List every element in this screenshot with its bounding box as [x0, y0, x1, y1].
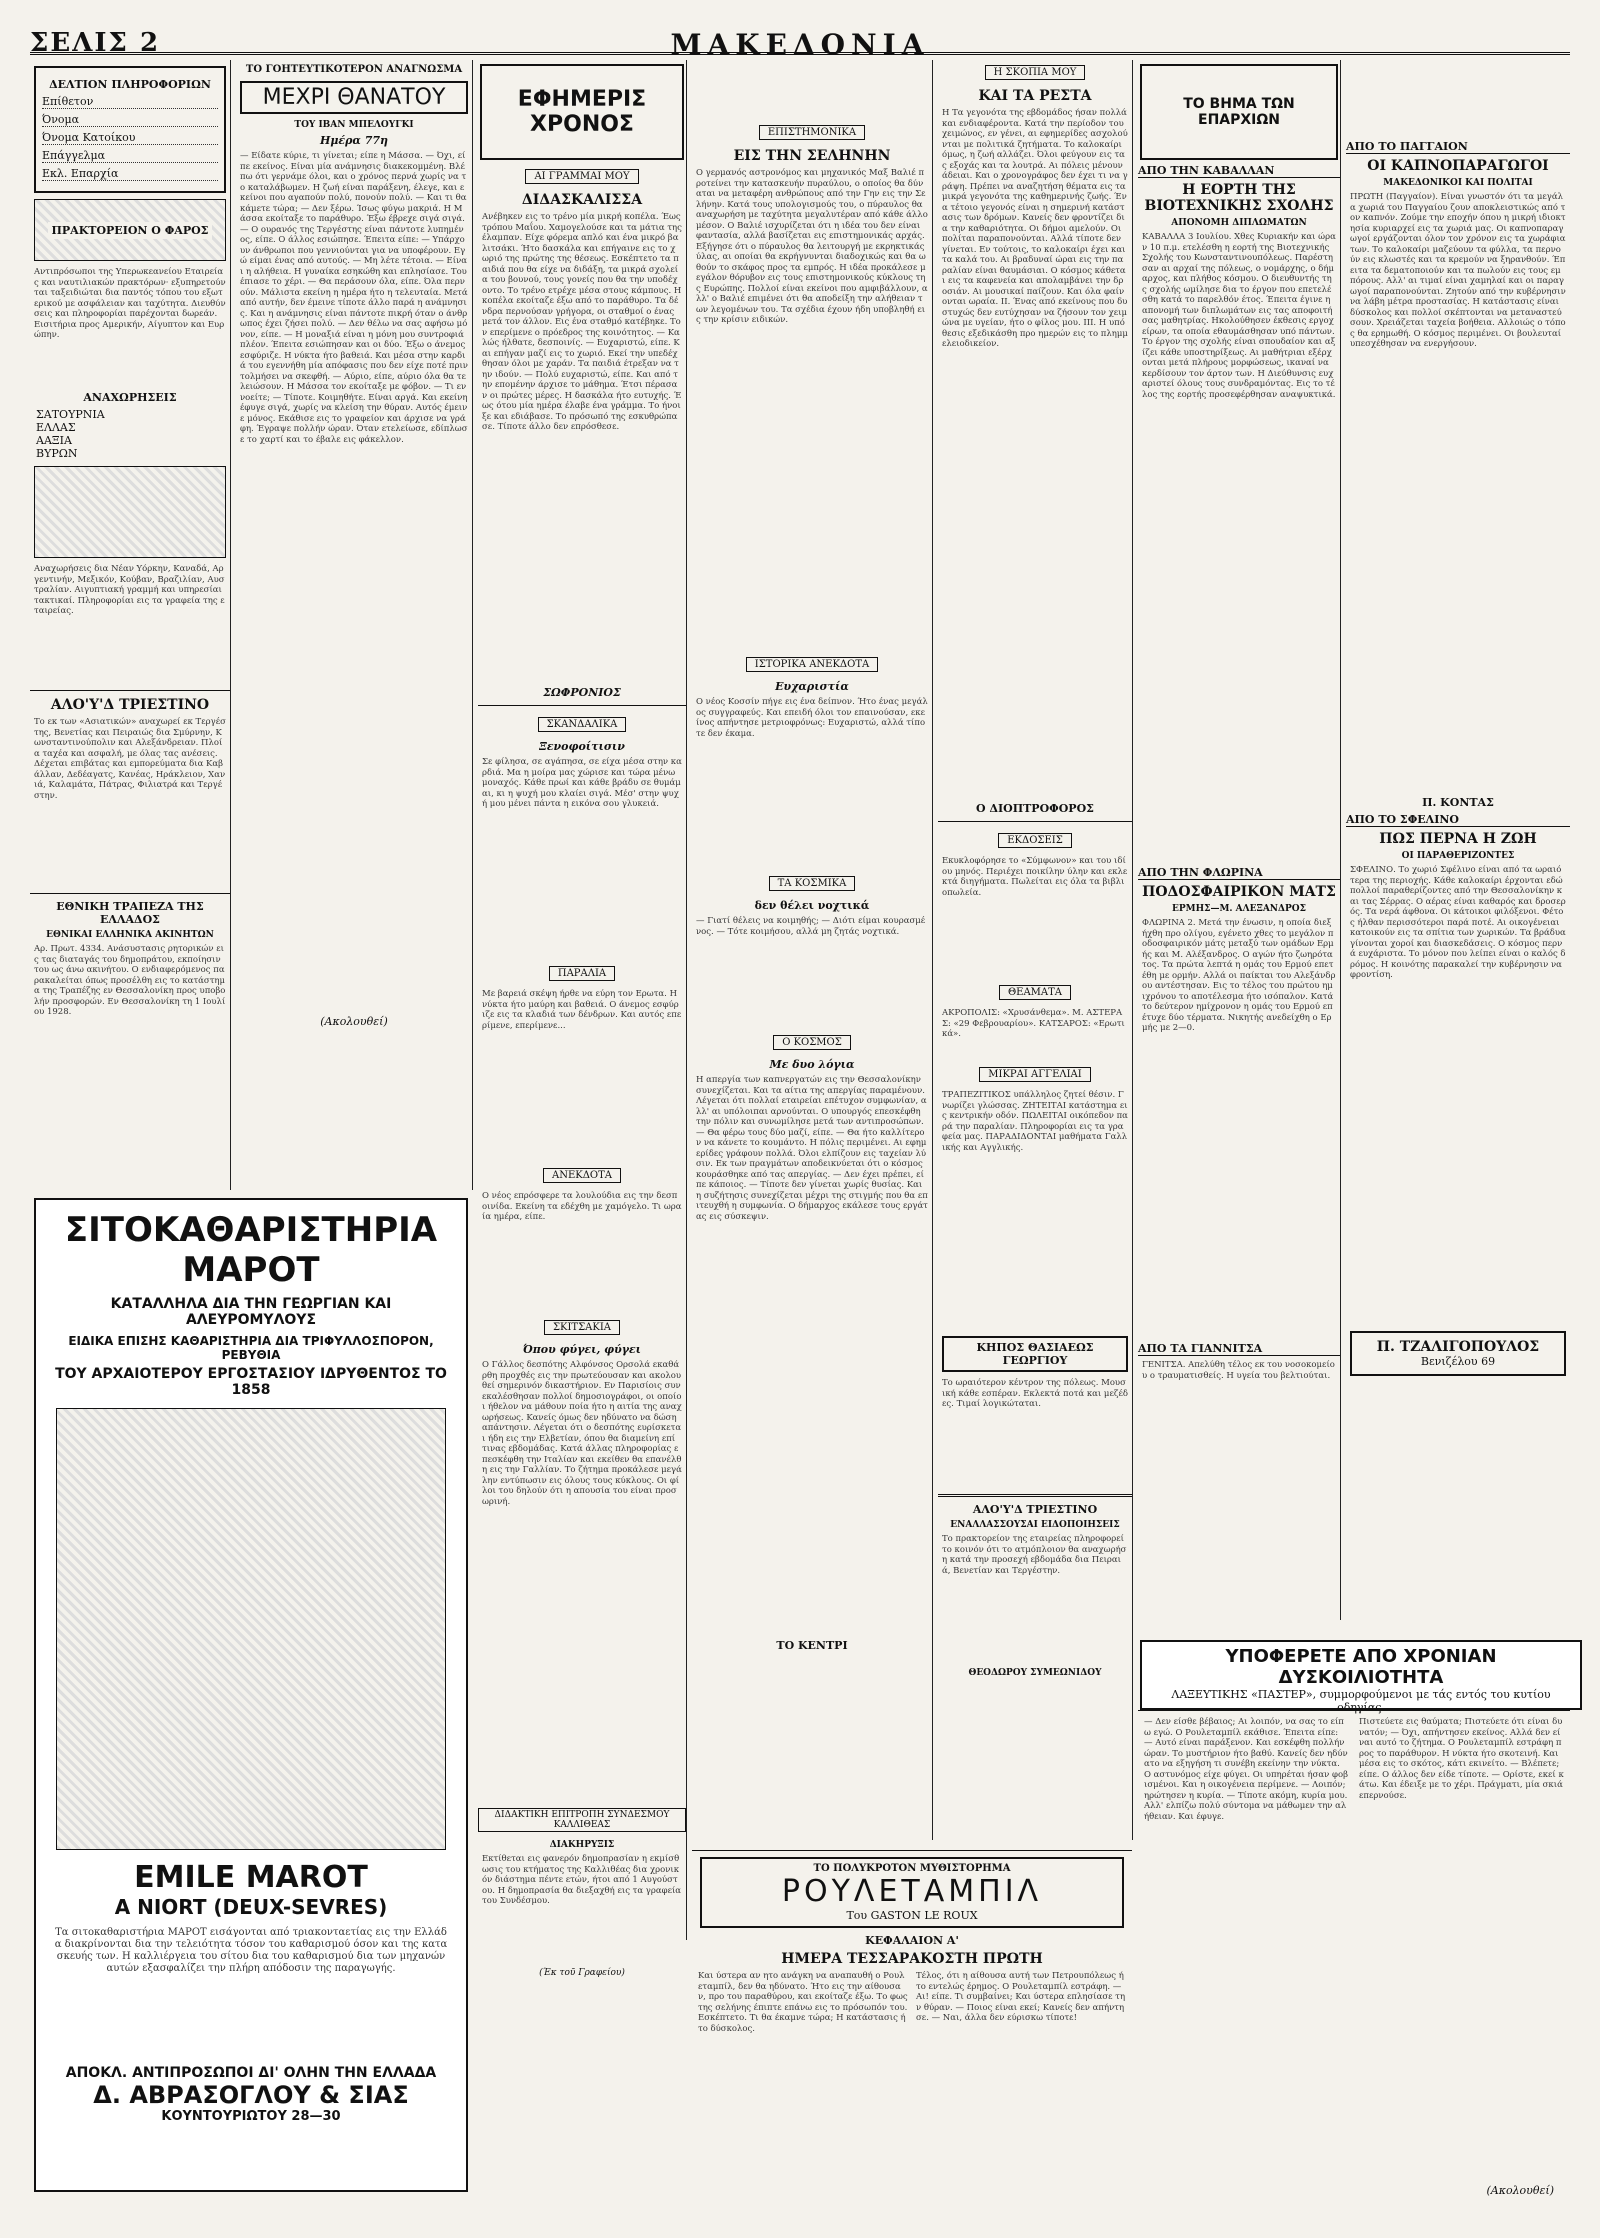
serial-continuation	[1138, 1710, 1570, 2211]
form-field[interactable]	[42, 131, 218, 145]
section-tag: ΘΕΑΜΑΤΑ	[999, 985, 1071, 1000]
continued-note: (Ακολουθεί)	[320, 1015, 388, 1028]
serial-text-right: Τέλος, ότι η αίθουσα αυτή των Πετρουπόλεως ήτο εντελώς έρημος. Ο Ρουλεταμπίλ εστράφη. — Αι! είπε. Τι συμβαίνει; Και ύστερα επλησίασε την θύραν. — Ποιος είναι εκεί; Κανείς δεν απήντησε. — Ναι, άλλα δεν εύρισκω τίποτε!	[916, 1971, 1126, 2023]
article-title-2: ΠΟΔΟΣΦΑΙΡΙΚΟΝ ΜΑΤΣ	[1142, 884, 1336, 900]
section-tag: Ο ΚΟΣΜΟΣ	[773, 1035, 851, 1050]
subtitle: Ξενοφοίτισιν	[539, 740, 625, 753]
column-3	[478, 60, 687, 1978]
announcement-text: Εκτίθεται εις φανερόν δημοπρασίαν η εκμίσθωσις του κτήματος της Καλλιθέας δια χρονικόν διάστημα πέντε ετών, ήτοι από 1 Αυγούστου. Η δημοπρασία θα διεξαχθή εις τα γραφεία του Συνδέσμου.	[482, 1854, 682, 1906]
agents-label: ΑΠΟΚΛ. ΑΝΤΙΠΡΟΣΩΠΟΙ ΔΙ' ΟΛΗΝ ΤΗΝ ΕΛΛΑΔΑ	[65, 2065, 437, 2081]
serial-title-box	[700, 1857, 1124, 1928]
section-tag: Η ΣΚΟΠΙΑ ΜΟΥ	[985, 65, 1086, 80]
section-tag: ΣΚΙΤΣΑΚΙΑ	[544, 1320, 620, 1335]
article-subtitle-2: ΕΡΜΗΣ—Μ. ΑΛΕΞΑΝΔΡΟΣ	[1171, 904, 1306, 914]
field-label: Επίθετον	[42, 95, 94, 108]
article-title: ΚΑΙ ΤΑ ΡΕΣΤΑ	[978, 88, 1092, 104]
chronos-banner	[480, 64, 684, 160]
ad-text: Τα σιτοκαθαριστήρια ΜΑΡΟΤ εισάγονται από τριακονταετίας εις την Ελλάδα διακρίνονται δια την τελειότητα τόσον του καθαρισμού όσον και της κατασκευής των. Η καλλιέργεια του σίτου δια του καθαρισμού δια των μηχανών αυτών εξασφαλίζει την πλήρη απόδοσιν της παραγωγής.	[54, 1927, 448, 1974]
section-tag: ΔΙΔΑΚΤΙΚΗ ΕΠΙΤΡΟΠΗ ΣΥΝΔΕΣΜΟΥ ΚΑΛΛΙΘΕΑΣ	[478, 1808, 686, 1832]
article-subtitle: ΜΑΚΕΔΟΝΙΚΟΙ ΚΑΙ ΠΟΛΙΤΑΙ	[1383, 178, 1533, 188]
pasteur-banner	[1140, 1640, 1582, 1714]
anecdote-text: Ο νέος Κοσσίν πήγε εις ένα δείπνον. Ήτο ένας μεγάλος συγγραφεύς. Και επειδή όλοι τον επαινούσαν, εκείνος απήντησε μετριοφρόνως: Ευχαριστώ, αλλά τίποτε δεν έκαμα.	[696, 697, 928, 739]
ad-line: ΕΙΔΙΚΑ ΕΠΙΣΗΣ ΚΑΘΑΡΙΣΤΗΡΙΑ ΔΙΑ ΤΡΙΦΥΛΛΟΣΠΟΡΟΝ, ΡΕΒΥΘΙΑ	[68, 1334, 434, 1362]
lloyd-ad-text: Το πρακτορείον της εταιρείας πληροφορεί το κοινόν ότι το ατμόπλοιον θα αναχωρήση κατά την προσεχή εβδομάδα δια Πειραιά, Βενετίαν και Τεργέστην.	[942, 1534, 1127, 1576]
column-7	[1346, 60, 1570, 1620]
banner-text: ΕΦΗΜΕΡΙΣ ΧΡΟΝΟΣ	[517, 87, 647, 137]
column-4	[692, 60, 933, 1840]
lloyd-ad-subtitle: ΕΝΑΛΛΑΣΣΟΥΣΑΙ ΕΙΔΟΠΟΙΗΣΕΙΣ	[950, 1520, 1120, 1530]
poem-text: Σε φίλησα, σε αγάπησα, σε είχα μέσα στην καρδιά. Μα η μοίρα μας χώρισε και τώρα μένω μοναχός. Κάθε πρωί και κάθε βράδυ σε θυμάμαι, κι η ψυχή μου κλαίει σιγά. Μέσ' στην ψυχή μου μένει πάντα η εικόνα σου γλυκειά.	[482, 757, 682, 809]
masthead	[30, 28, 1570, 61]
section-tag: ΑΝΕΚΔΟΤΑ	[543, 1168, 621, 1183]
article-text-3: ΓΕΝΙΤΣΑ. Απελύθη τέλος εκ του νοσοκομείου ο τραυματισθείς. Η υγεία του βελτιούται.	[1142, 1360, 1335, 1381]
serial-title: ΡΟΥΛΕΤΑΜΠΙΛ	[781, 1874, 1043, 1909]
novel-author: ΤΟΥ ΙΒΑΝ ΜΠΕΛΟΥΓΚΙ	[294, 120, 414, 130]
region-label: ΑΠΟ ΤΗΝ ΚΑΒΑΛΛΑΝ	[1138, 164, 1340, 178]
ad-line: ΤΟΥ ΑΡΧΑΙΟΤΕΡΟΥ ΕΡΓΟΣΤΑΣΙΟΥ ΙΔΡΥΘΕΝΤΟΣ ΤΟ 1858	[55, 1366, 447, 1398]
novel-text: — Είδατε κύριε, τι γίνεται; είπε η Μάσσα. — Όχι, είπε εκείνος. Είναι μία ανάμνησις διακεκομμένη. Βλέπω ότι γερνάμε όλοι, και ο χρόνος περνά χωρίς να το καταλάβωμεν. Η ζωή είναι παράξενη, έλεγε, και εκείνοι που αγαπούν πολύ, πονούν πολύ. — Και τι θα κάμετε τώρα; — Δεν ξέρω. Ίσως φύγω μακριά. Η Μάσσα εκοίταξε το παράθυρο. Έξω έβρεχε σιγά σιγά. — Ο ουρανός της Τεργέστης είναι πάντοτε λυπημένος, είπε. Ο άλλος εσιώπησε. Έπειτα είπε: — Υπάρχουν άνθρωποι που γεννιούνται για να υποφέρουν. Εγώ είμαι ένας από αυτούς. — Μη λέτε τέτοια. — Είναι η αλήθεια. Η γυναίκα εσηκώθη και επλησίασε. Του έπιασε το χέρι. — Θα περάσουν όλα, είπε. Όλα περνούν. Μάλιστα εκείνη η ημέρα ήτο η τελευταία. Μετά από αυτήν, δεν έμεινε τίποτε άλλο παρά η ανάμνησις. Και η ανάμνησις είναι πάντοτε πικρή όταν ο άνθρωπος έχει ζήσει πολύ. — Δεν θέλω να σας αφήσω μόνον, είπε. — Η μοναξιά είναι η μόνη μου συντροφιά πλέον. Έπειτα εσιώπησαν και οι δύο. Έξω ο άνεμος εσφύριζε. Η νύκτα ήτο βαθειά. Και μέσα στην καρδιά του εγεννήθη μία απόφασις που δεν είχε ποτέ πριν τολμήσει να σκεφθή. — Αύριο, είπε, αύριο όλα θα τελειώσουν. Η Μάσσα τον εκοίταξε με φόβον. — Τι εννοείτε; — Τίποτε. Κοιμηθήτε. Είναι αργά. Και εκείνη έφυγε σιγά, χωρίς να κλείση την θύραν. Αυτός έμεινε μόνος. Εκάθισε εις το γραφείον και άρχισε να γράφη. Έγραψε πολλήν ώραν. Όταν ετελείωσε, εδίπλωσε το χαρτί και το έβαλε εις φάκελλον.	[240, 151, 468, 445]
marot-advertisement	[34, 1198, 468, 2192]
section-tag: ΠΑΡΑΛΙΑ	[549, 966, 615, 981]
byline: ΣΩΦΡΟΝΙΟΣ	[543, 686, 621, 699]
banner-text: ΤΟ ΒΗΜΑ ΤΩΝ ΕΠΑΡΧΙΩΝ	[1183, 96, 1295, 128]
agents-address: ΚΟΥΝΤΟΥΡΙΩΤΟΥ 28—30	[161, 2109, 341, 2124]
form-field[interactable]	[42, 149, 218, 163]
article-text: Η Τα γεγονότα της εβδομάδος ήσαν πολλά και ενδιαφέροντα. Κατά την περίοδον του χειμώνος, εν γένει, αι εφημερίδες ασχολούνται με πολιτικά ζητήματα. Το καλοκαίρι όμως, η ζωή αλλάζει. Όλοι φεύγουν εις τας εξοχάς και τα λουτρά. Αι πόλεις μένουν άδειαι. Και ο χρονογράφος δεν έχει τι να γράψη. Πρέπει να αναζητήση θέματα εις τα μικρά γεγονότα της καθημερινής ζωής. Ένα τέτοιο γεγονός είναι η σημερινή κατάστασις των δρόμων. Κανείς δεν φροντίζει δια την καθαριότητα. Οι δήμοι αμελούν. Οι πολίται παραπονούνται. Αλλά τίποτε δεν γίνεται. Εν τούτοις, το καλοκαίρι έχει και τα καλά του. Αι βραδυναί ώραι εις την παραλίαν είναι θαυμάσιαι. Ο κόσμος κάθεται εις τα καφενεία και απολαμβάνει την δροσιάν. Αι μουσικαί παίζουν. Και όλα φαίνονται ωραία. II. Ένας από εκείνους που δυστυχώς δεν ευτύχησαν να ζήσουν τον χειμώνα με υγείαν, ήτο ο φίλος μου. III. Η υπόθεσις εξεδικάσθη προ ημερών εις το πλημμελειοδικείον.	[942, 108, 1128, 349]
bank-text: Αρ. Πρωτ. 4334. Ανάσυστασις ρητορικών εις τας διαταγάς του δημοπράτου, εκποίησιν του ως άνω ακινήτου. Ο ενδιαφερόμενος παρακαλείται όπως προσέλθη εις το κατάστημα της Τραπέζης εν Θεσσαλονίκη προς υποβολήν προσφορών. Εν Θεσσαλονίκη τη 1 Ιουλίου 1928.	[34, 944, 226, 1017]
article-subtitle-2: ΟΙ ΠΑΡΑΘΕΡΙΖΟΝΤΕΣ	[1401, 851, 1515, 861]
serial-header: ΤΟ ΓΟΗΤΕΥΤΙΚΟΤΕΡΟΝ ΑΝΑΓΝΩΣΜΑ	[245, 64, 463, 75]
serial-chapter: ΚΕΦΑΛΑΙΟΝ Α'	[865, 1934, 959, 1947]
ad-title: ΚΗΠΟΣ ΘΑΣΙΑΕΩΣ ΓΕΩΡΓΙΟΥ	[976, 1341, 1094, 1367]
continued-note: (Ακολουθεί)	[1486, 2184, 1554, 2197]
classifieds-text: ΤΡΑΠΕΖΙΤΙΚΟΣ υπάλληλος ζητεί θέσιν. Γνωρίζει γλώσσας. ΖΗΤΕΙΤΑΙ κατάστημα εις κεντρικήν οδόν. ΠΩΛΕΙΤΑΙ οικόπεδον παρά την παραλίαν. Πληροφορίαι εις τα γραφεία μας. ΠΑΡΑΔΙΔΟΝΤΑΙ μαθήματα Γαλλικής και Αγγλικής.	[942, 1090, 1128, 1153]
serial-chapter-title: ΗΜΕΡΑ ΤΕΣΣΑΡΑΚΟΣΤΗ ΠΡΩΤΗ	[781, 1951, 1043, 1967]
byline: Π. ΚΟΝΤΑΣ	[1422, 796, 1494, 809]
social-text: — Γιατί θέλεις να κοιμηθής; — Διότι είμαι κουρασμένος. — Τότε κοιμήσου, αλλά μη ζητάς νοχτικά.	[696, 916, 926, 937]
brand-name: EMILE MAROT	[134, 1860, 368, 1895]
serial-text-left: Και ύστερα αν ητο ανάγκη να αναπαυθή ο Ρουλεταμπίλ, δεν θα ηδύνατο. Ήτο εις την αίθουσαν, προ του παραθύρου, και εκοίταζε έξω. Το φως της σελήνης έπιπτε επάνω εις το πρόσωπόν του. Εσκέπτετο. Τι θα έκαμνε τώρα; Η κατάστασις ήτο δύσκολος.	[698, 1971, 908, 2034]
ad-title: ΣΙΤΟΚΑΘΑΡΙΣΤΗΡΙΑ ΜΑΡΟΤ	[64, 1210, 438, 1290]
form-field[interactable]	[42, 113, 218, 127]
bank-subtitle: ΕΘΝΙΚΑΙ ΕΛΛΗΝΙΚΑ ΑΚΙΝΗΤΩΝ	[46, 930, 214, 940]
garden-text: Το ωραιότερον κέντρον της πόλεως. Μουσική κάθε εσπέραν. Εκλεκτά ποτά και μεζέδες. Τιμαί λογικώταται.	[942, 1378, 1128, 1409]
garden-ad	[942, 1336, 1128, 1372]
subtitle-2: δεν θέλει νοχτικά	[754, 899, 870, 912]
article-text-2: ΣΦΕΛΙΝΟ. Το χωριό Σφέλινο είναι από τα ωραιότερα της περιοχής. Κάθε καλοκαίρι έρχονται εδώ πολλοί παραθερίζοντες από την Θεσσαλονίκην και τας Σέρρας. Ο αέρας είναι καθαρός και δροσερός. Τα νερά άφθονα. Οι κάτοικοι φιλόξενοι. Φέτος ήλθαν περισσότεροι παρά ποτέ. Αι οικογένειαι κατοικούν εις τα σπίτια των χωρικών. Τα βράδυα γίνονται χοροί και διασκεδάσεις. Ο κόσμος περνά ευχάριστα. Το μόνον που λείπει είναι ο καλός δρόμος. Η κοινότης παρακαλεί την κυβέρνησιν να φροντίση.	[1350, 865, 1566, 980]
brand-location: A NIORT (DEUX-SEVRES)	[114, 1895, 388, 1919]
theatres-text: ΑΚΡΟΠΟΛΙΣ: «Χρυσάνθεμα». Μ. ΑΣΤΕΡΑΣ: «29 Φεβρουαρίου». ΚΑΤΣΑΡΟΣ: «Ερωτικά».	[942, 1008, 1125, 1039]
continuation-left: — Δεν είσθε βέβαιος; Αι λοιπόν, να σας το είπω εγώ. Ο Ρουλεταμπίλ εκάθισε. Έπειτα είπε: — Αυτό είναι παράξενον. Και εσκέφθη πολλήν ώραν. Το μυστήριον ήτο βαθύ. Κανείς δεν ηδύνατο να εξηγήση τι συνέβη εκείνην την νύκτα. Ο αστυνόμος είχε φύγει. Οι υπηρέται ήσαν φοβισμένοι. Και η οικογένεια περίμενε. — Λοιπόν; ηρώτησεν η κυρία. — Τίποτε ακόμη, κυρία μου. Αλλ' ελπίζω πολύ σύντομα να μάθωμεν την αλήθειαν. Και έφυγε.	[1144, 1717, 1349, 1822]
novel-title-box	[240, 81, 468, 114]
ship-illustration	[34, 466, 226, 558]
field-label: Εκλ. Επαρχία	[42, 167, 119, 180]
bank-title: ΕΘΝΙΚΗ ΤΡΑΠΕΖΑ ΤΗΣ ΕΛΛΑΔΟΣ	[56, 900, 204, 926]
lloyd-title: ΑΛΟ'Υ'Δ ΤΡΙΕΣΤΙΝΟ	[50, 697, 210, 713]
section-tag: ΙΣΤΟΡΙΚΑ ΑΝΕΚΔΟΤΑ	[746, 657, 879, 672]
column-6	[1138, 60, 1341, 1620]
region-label: ΑΠΟ ΤΗΝ ΦΛΩΡΙΝΑ	[1138, 866, 1340, 880]
subtitle-3: Με δυο λόγια	[769, 1058, 855, 1071]
section-tag: ΣΚΑΝΔΑΛΙΚΑ	[538, 717, 627, 732]
agent-name: ΘΕΟΔΩΡΟΥ ΣΥΜΕΩΝΙΔΟΥ	[968, 1668, 1102, 1678]
section-tag: ΑΙ ΓΡΑΜΜΑΙ ΜΟΥ	[525, 169, 638, 184]
chapter-label: Ημέρα 77η	[319, 134, 389, 147]
section-tag: ΤΑ ΚΟΣΜΙΚΑ	[769, 876, 856, 891]
continuation-right: Πιστεύετε εις θαύματα; Πιστεύετε ότι είναι δυνατόν; — Όχι, απήντησεν εκείνος. Αλλά δεν είναι αυτό το ζήτημα. Ο Ρουλεταμπίλ εστράφη προς το παράθυρον. Η νύκτα ήτο σκοτεινή. Και μέσα εις το σκότος, κάτι εκινείτο. — Βλέπετε; είπε. Ο άλλος δεν είδε τίποτε. — Ορίστε, εκεί κάτω. Και έδειξε με το χέρι. Πράγματι, μία σκιά επερνούσε.	[1359, 1717, 1564, 1801]
serial-header: ΤΟ ΠΟΛΥΚΡΟΤΟΝ ΜΥΘΙΣΤΟΡΗΜΑ	[813, 1863, 1011, 1874]
ad-name: Π. ΤΖΑΛΙΓΟΠΟΥΛΟΣ	[1376, 1339, 1540, 1355]
field-label: Όνομα	[42, 113, 80, 126]
article-subtitle: ΑΠΟΝΟΜΗ ΔΙΠΛΩΜΑΤΩΝ	[1171, 218, 1307, 228]
section-tag: ΜΙΚΡΑΙ ΑΓΓΕΛΙΑΙ	[979, 1067, 1090, 1082]
column-2	[236, 60, 473, 1190]
ship-item: ΕΛΛΑΣ	[36, 421, 76, 434]
ship-list	[30, 408, 230, 460]
sower-illustration	[56, 1408, 446, 1850]
region-label: ΑΠΟ ΤΟ ΣΦΕΛΙΝΟ	[1346, 813, 1570, 827]
ship-item: ΣΑΤΟΥΡΝΙΑ	[36, 408, 105, 421]
article-title: Η ΕΟΡΤΗ ΤΗΣ ΒΙΟΤΕΧΝΙΚΗΣ ΣΧΟΛΗΣ	[1144, 182, 1334, 214]
departures-title: ΑΝΑΧΩΡΗΣΕΙΣ	[83, 391, 177, 404]
article-text: ΠΡΩΤΗ (Παγγαίον). Είναι γνωστόν ότι τα μεγάλα χωριά του Παγγαίου ζουν αποκλειστικώς από τον καπνόν. Ζούμε την εποχήν όπου η μικρή ιδιοκτησία κυριαρχεί εις τα χωριά μας. Οι καπνοπαραγωγοί εργάζονται όλον τον χρόνον εις τα χωράφια των. Το καλοκαίρι μαζεύουν τα φύλλα, τα περνούν εις κλωστές και τα κρεμούν να ξηρανθούν. Έπειτα τα δεματοποιούν και τα πωλούν εις τους εμπόρους. Αλλ' αι τιμαί είναι χαμηλαί και οι παραγωγοί παραπονούνται. Ζητούν από την κυβέρνησιν να λάβη μέτρα προστασίας. Η κατάστασις είναι δύσκολος και πολλοί σκέπτονται να μεταναστεύσουν. Χρειάζεται ταχεία βοήθεια. Αλλοιώς ο τόπος θα ερημωθή. Ο κόσμος περιμένει. Οι βουλευταί υπεσχέθησαν να ενεργήσουν.	[1350, 192, 1566, 349]
ad-address: Βενιζέλου 69	[1420, 1355, 1496, 1368]
subtitle-2: Όπου φύγει, φύγει	[523, 1343, 641, 1356]
agency-label: ΠΡΑΚΤΟΡΕΙΟΝ Ο ΦΑΡΟΣ	[48, 222, 213, 239]
form-field[interactable]	[42, 95, 218, 109]
article-text-2: ΦΛΩΡΙΝΑ 2. Μετά την ένωσιν, η οποία διεξήχθη προ ολίγου, εγένετο χθες το μεγάλον ποδοσφαιρικόν μάτς μεταξύ των ομάδων Ερμής και Μ. Αλέξανδρος. Ο αγών ήτο ζωηρότατος. Τα πρώτα λεπτά η ομάς του Ερμού επετέθη με ορμήν. Αλλά οι παίκται του Αλεξάνδρου αντέστησαν. Εις το τέλος του πρώτου ημιχρόνου το αποτέλεσμα ήτο ισόπαλον. Κατά το δεύτερον ημίχρονον η ομάς του Ερμού επέτυχε δύο τέρματα. Νικητής ανεδείχθη ο Ερμής με 2—0.	[1142, 918, 1336, 1033]
serial-novel	[692, 1850, 1132, 2211]
article-title: ΕΙΣ ΤΗΝ ΣΕΛΗΝΗΝ	[733, 148, 891, 164]
region-label: ΑΠΟ ΤΟ ΠΑΓΓΑΙΟΝ	[1346, 140, 1570, 154]
tag-subtitle: ΔΙΑΚΗΡΥΞΙΣ	[549, 1840, 615, 1850]
section-tag: ΕΚΔΟΣΕΙΣ	[998, 833, 1072, 848]
publications-text: Εκυκλοφόρησε το «Σύμφωνον» και του ιδίου μηνός. Περιέχει ποικίλην ύλην και εκλεκτά διηγήματα. Πωλείται εις όλα τα βιβλιοπωλεία.	[942, 856, 1128, 898]
world-text: Η απεργία των καπνεργατών εις την Θεσσαλονίκην συνεχίζεται. Και τα αίτια της απεργίας παραμένουν. Λέγεται ότι πολλαί εταιρείαι επέτυχον συμφωνίαν, αλλ' αι υπόλοιπαι αρνούνται. Ο υπουργός επεσκέφθη την πόλιν και συνωμίλησε μετά των αντιπροσώπων. — Θα φέρω τους δύο μαζί, είπε. — Θα ήτο καλλίτερον να κάνετε το κουμάντο. Η πόλις περιμένει. Αι εφημερίδες γράφουν πολλά. Όλοι ελπίζουν εις ταχείαν λύσιν. Εκ των πραγμάτων αποδεικνύεται ότι ο κόσμος κουράσθηκε από τας απεργίας. — Δεν έχει πρέπει, είπε κάποιος. — Τίποτε δεν γίνεται χωρίς θυσίας. Και η συζήτησις συνεχίζεται μέχρι της στιγμής που θα επιτευχθή η συμφωνία. Ο δήμαρχος εκάλεσε τους εργάτας εις σύσκεψιν.	[696, 1075, 928, 1222]
form-title: ΔΕΛΤΙΟΝ ΠΛΗΡΟΦΟΡΙΩΝ	[49, 78, 211, 91]
article-text: Ο γερμανός αστρονόμος και μηχανικός Μαξ Βαλιέ προτείνει την κατασκευήν πυραύλου, ο οποίος θα δύναται να μεταφέρη ανθρώπους από την Γην εις την Σελήνην. Κατά τους υπολογισμούς του, ο πύραυλος θα αναχωρήση με ταχύτητα μεγαλυτέραν από κάθε άλλο μέσον. Ο Βαλιέ ισχυρίζεται ότι η ιδέα του δεν είναι φαντασία, αλλά βασίζεται εις επιστημονικάς αρχάς. Εξήγησε ότι ο πύραυλος θα λειτουργή με εκρηκτικάς ύλας, αι οποίαι θα εκρήγνυνται διαδοχικώς και θα ωθούν το σκάφος προς τα εμπρός. Η ιδέα προκάλεσε μεγάλον θόρυβον εις τους επιστημονικούς κύκλους της Ευρώπης. Πολλοί είναι εκείνοι που αμφιβάλλουν, αλλ' ο Βαλιέ επιμένει ότι θα αποδείξη την αλήθειαν των λεγομένων του. Τα σχέδια έχουν ήδη υποβληθή εις την κρίσιν ειδικών.	[696, 168, 928, 325]
article-title: ΔΙΔΑΣΚΑΛΙΣΣΑ	[521, 192, 643, 208]
agency-logo	[34, 199, 226, 261]
byline: ΤΟ ΚΕΝΤΡΙ	[776, 1639, 848, 1652]
field-label: Όνομα Κατοίκου	[42, 131, 136, 144]
agency-text: Αντιπρόσωποι της Υπερωκεανείου Εταιρείας και ναυτιλιακών πρακτόρων· εξυπηρετούνται ταξειδιώται δια παντός τόπου του εξωτερικού με ασφάλειαν και ταχύτητα. Διευθύνσεις και πληροφορίαι παρέχονται δωρεάν. Εισιτήρια προς Αμερικήν, Αίγυπτον και Ευρώπην.	[34, 267, 226, 340]
office-note: (Έκ τοῦ Γραφείου)	[539, 1968, 625, 1978]
pasteur-title: ΥΠΟΦΕΡΕΤΕ ΑΠΟ ΧΡΟΝΙΑΝ ΔΥΣΚΟΙΛΙΟΤΗΤΑ	[1225, 1646, 1497, 1688]
anecdote-text: Ο νέος επρόσφερε τα λουλούδια εις την δεσποινίδα. Εκείνη τα εδέχθη με χαμόγελο. Τι ωραία ημέρα, είπε.	[482, 1191, 682, 1222]
agents-name: Δ. ΑΒΡΑΣΟΓΛΟΥ & ΣΙΑΣ	[93, 2081, 409, 2109]
provinces-banner	[1140, 64, 1338, 160]
column-text: Με βαρειά σκέψη ήρθε να εύρη τον Ερωτα. Η νύκτα ήτο μαύρη και βαθειά. Ο άνεμος εσφύριζε εις τα κλαδιά των δένδρων. Και αυτός επερίμενε, επερίμενε...	[482, 989, 682, 1031]
ship-item: ΑΑΞΙΑ	[36, 434, 72, 447]
form-field[interactable]	[42, 167, 218, 181]
byline: Ο ΔΙΟΠΤΡΟΦΟΡΟΣ	[976, 802, 1094, 815]
column-5	[938, 60, 1133, 1840]
agency-text-2: Αναχωρήσεις δια Νέαν Υόρκην, Καναδά, Αργεντινήν, Μεξικόν, Κούβαν, Βραζιλίαν, Αυστραλίαν. Αιγυπτιακή γραμμή και υπηρεσίαι τακτικαί. Πληροφορίαι εις τα γραφεία της εταιρείας.	[34, 564, 225, 616]
ad-line: ΚΑΤΑΛΛΗΛΑ ΔΙΑ ΤΗΝ ΓΕΩΡΓΙΑΝ ΚΑΙ ΑΛΕΥΡΟΜΥΛΟΥΣ	[110, 1296, 392, 1328]
subtitle: Ευχαριστία	[775, 680, 849, 693]
field-label: Επάγγελμα	[42, 149, 106, 162]
pasteur-text: ΛΑΞΕΥΤΙΚΗΣ «ΠΑΣΤΕΡ», συμμορφούμενοι με τάς εντός του κυτίου οδηγίας.	[1171, 1688, 1551, 1714]
lloyd-ad-title: ΑΛΟ'Υ'Δ ΤΡΙΕΣΤΙΝΟ	[972, 1503, 1098, 1516]
serial-author: Του GASTON LE ROUX	[846, 1909, 978, 1922]
merchant-ad	[1350, 1331, 1566, 1376]
column-1	[30, 60, 231, 1190]
sketch-text: Ο Γάλλος δεσπότης Αλφόνσος Ορσολά εκαθάρθη προχθές εις την πρωτεύουσαν και ακολουθεί σημερινόν δικαστήριον. Εν Παρισίοις συνεκαλέσθησαν πολλοί δημοσιογράφοι, οι οποίοι ήθελον να μάθουν ποία ήτο η αιτία της αναχωρήσεως. Κανείς όμως δεν ηδύνατο να δώση απάντησιν. Λέγεται ότι ο δεσπότης ευρίσκεται ήδη εις την Ελβετίαν, όπου θα διαμείνη επί τινας εβδομάδας. Κατά άλλας πληροφορίας επεσκέφθη την Ιταλίαν και εκείθεν θα επανέλθη εις την Γαλλίαν. Το ζήτημα προκάλεσε μεγάλην εντύπωσιν εις όλους τους κύκλους. Οι φίλοι του δηλούν ότι η απουσία του είναι προσωρινή.	[482, 1360, 682, 1507]
article-text: ΚΑΒΑΛΛΑ 3 Ιουλίου. Χθες Κυριακήν και ώραν 10 π.μ. ετελέσθη η εορτή της Βιοτεχνικής Σχολής του Κωνσταντινουπόλεως. Παρέστησαν αι αρχαί της πόλεως, ο νομάρχης, ο δήμαρχος, και πλήθος κόσμου. Ο διευθυντής της σχολής ωμίλησε δια το έργον που επετελέσθη κατά το παρελθόν έτος. Έπειτα έγινε η απονομή των διπλωμάτων εις τας αποφοιτήσας μαθητρίας. Ηκολούθησεν έκθεσις εργοχείρων, τα οποία εθαυμάσθησαν υπό πάντων. Το έργον της σχολής είναι σπουδαίον και αξίζει κάθε υποστηρίξεως. Αι μαθήτριαι εξέρχονται μετά πλήρους μορφώσεως, ικαναί να κερδίσουν τον άρτον των. Η Διεύθυνσις ευχαριστεί όλους τους συνδραμόντας. Εις το τέλος της εορτής προσεφέρθησαν αναψυκτικά.	[1142, 232, 1336, 400]
page-label: ΣΕΛΙΣ 2	[30, 28, 161, 58]
novel-title: ΜΕΧΡΙ ΘΑΝΑΤΟΥ	[262, 85, 446, 110]
newspaper-title: ΜΑΚΕΔΟΝΙΑ	[670, 28, 930, 61]
ship-item: ΒΥΡΩΝ	[36, 447, 78, 460]
article-title: ΟΙ ΚΑΠΝΟΠΑΡΑΓΩΓΟΙ	[1367, 158, 1549, 174]
article-title-2: ΠΩΣ ΠΕΡΝΑ Η ΖΩΗ	[1379, 831, 1537, 847]
lloyd-text: Το εκ των «Ασιατικών» αναχωρεί εκ Τεργέστης, Βενετίας και Πειραιώς δια Σμύρνην, Κωνσταντινούπολιν και Αλεξάνδρειαν. Πλοία ταχέα και ασφαλή, με όλας τας ανέσεις. Δέχεται επιβάτας και εμπορεύματα δια Καβάλλαν, Δεδέαγατς, Κανέας, Ηράκλειον, Χανιά, Καλαμάτα, Πάτρας, Φιλιατρά και Τεργέστην.	[34, 717, 226, 801]
article-text: Ανέβηκεν εις το τρένο μία μικρή κοπέλα. Έως τρόπου Μαΐου. Χαμογελούσε και τα μάτια της έλαμπαν. Είχε φόρεμα απλό και ένα μικρό βαλιτσάκι. Ήτο δασκάλα και επήγαινε εις το χωριό της πρώτης της θέσεως. Εσκέπτετο τα παιδιά που θα είχε να διδάξη, τα μικρά σχολεία του βουνού, τους γονείς που θα την υποδέχοντο. Το τρένο ετρέχε μέσα στους κάμπους. Η κοπέλα εκοίταζε έξω από το παράθυρο. Τα δένδρα περνούσαν γρήγορα, οι σταθμοί ο ένας μετά τον άλλον. Εις ένα σταθμό κατέβηκε. Τον επερίμενε ο πρόεδρος της κοινότητος. — Καλώς ήλθατε, δεσποινίς. — Ευχαριστώ, είπε. Και επήγαν μαζί εις το χωριό. Εκεί την υπεδέχθησαν όλοι με χαράν. Τα παιδιά έτρεξαν να την ιδούν. — Πολύ ευχαριστώ, είπε. Και από την επομένην άρχισε το μάθημα. Έτσι πέρασαν οι πρώτες μέρες. Η δασκάλα ήτο ευτυχής. Έως ότου μία ημέρα έλαβε ένα γράμμα. Το ήνοιξε και εδιάβασε. Το πρόσωπό της εσκυθρώπασε. Τίποτε άλλο δεν επρόσθεσε.	[482, 212, 682, 432]
info-form	[34, 66, 226, 193]
region-label: ΑΠΟ ΤΑ ΓΙΑΝΝΙΤΣΑ	[1138, 1342, 1340, 1356]
section-tag: ΕΠΙΣΤΗΜΟΝΙΚΑ	[759, 125, 865, 140]
